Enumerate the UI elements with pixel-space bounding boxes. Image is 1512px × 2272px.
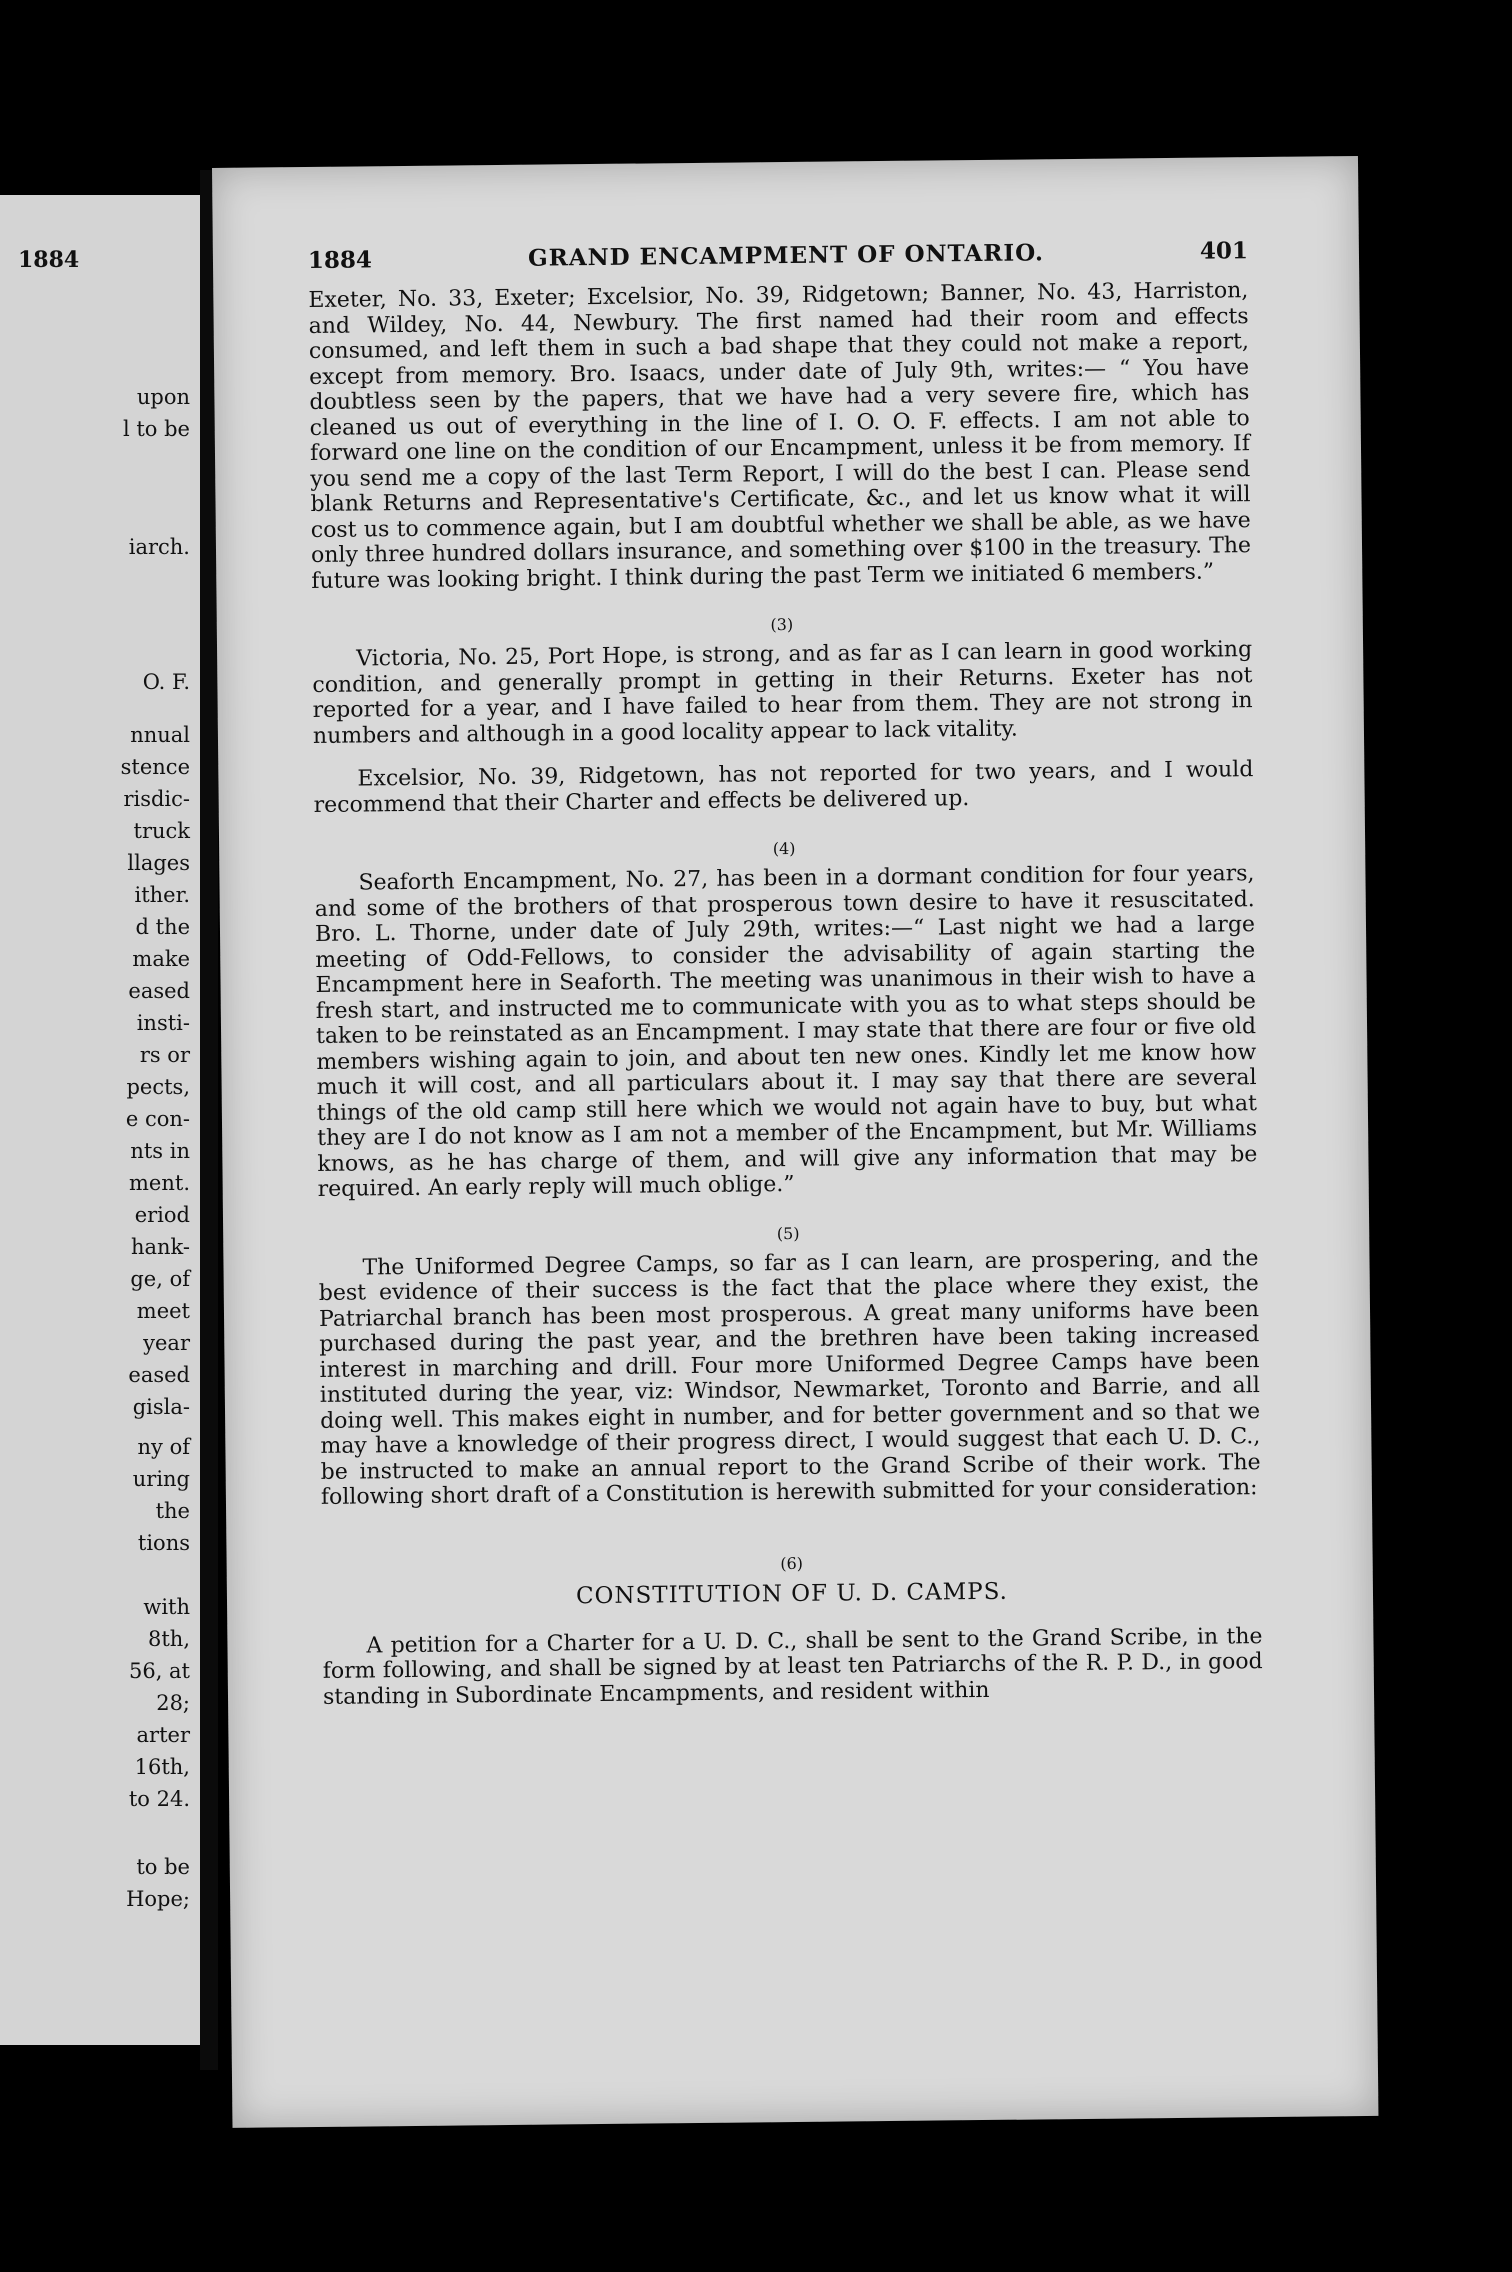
left-page-fragment: the <box>155 1499 190 1523</box>
left-page-fragment: ny of <box>137 1435 190 1459</box>
left-page-fragment: 56, at <box>128 1659 190 1683</box>
left-page-fragment: with <box>143 1595 190 1619</box>
left-page-fragment: l to be <box>122 417 190 441</box>
left-page-fragment: 8th, <box>148 1627 190 1651</box>
left-page-fragment: eased <box>128 979 190 1003</box>
left-page-fragment: truck <box>133 819 190 843</box>
left-page-fragment: ither. <box>134 883 190 907</box>
left-page-fragment: stence <box>120 755 190 779</box>
paragraph-exeter-fire: Exeter, No. 33, Exeter; Excelsior, No. 39, Ridgetown; Banner, No. 43, Harriston, and Wildey, No. 44, Newbury. The first named had their room and effects consumed, and left them in such a bad shape that they could not make a report, except from memory. Bro. Isaacs, under date of July 9th, writes:— “ You have doubtless seen by the papers, that we have had a very severe fire, which has cleaned us out of everything in the line of I. O. O. F. effects. I am not able to forward one line on the condition of our Encampment, unless it be from memory. If you send me a copy of the last Term Report, I will do the best I can. Please send blank Returns and Representative's Certificate, &c., and let us know what it will cost us to commence again, but I am doubtful whether we shall be able, as we have only three hundred dollars insurance, and something over $100 in the treasury. The future was looking bright. I think during the past Term we initiated 6 members.” <box>308 278 1252 594</box>
left-page-fragment: rs or <box>139 1043 190 1067</box>
left-page-fragment: ge, of <box>130 1267 190 1291</box>
header-title: GRAND ENCAMPMENT OF ONTARIO. <box>527 239 1045 272</box>
left-page-fragment: meet <box>136 1299 190 1323</box>
paragraph-uniformed-degree-camps: The Uniformed Degree Camps, so far as I can learn, are prospering, and the best evidence of their success is the fact that the place where they exist, the Patriarchal branch has been most prosperous. A great many uniforms have been purchased during the past year, and the brethren have been taking increased interest in marching and drill. Four more Uniformed Degree Camps have been instituted during the year, viz: Windsor, Newmarket, Toronto and Barrie, and all doing well. This makes eight in number, and for better government and so that we may have a knowledge of their progress direct, I would suggest that each U. D. C., be instructed to make an annual report to the Grand Scribe of their work. The following short draft of a Constitution is herewith submitted for your consideration: <box>318 1245 1261 1510</box>
paragraph-seaforth: Seaforth Encampment, No. 27, has been in a dormant condition for four years, and some of the brothers of that prosperous town desire to have it resuscitated. Bro. L. Thorne, under date of July 29th, writes:—“ Last night we had a large meeting of Odd-Fellows, to consider the advisability of again starting the Encampment here in Seaforth. The meeting was unanimous in their wish to have a fresh start, and instructed me to communicate with you as to what steps should be taken to be reinstated as an Encampment. I may state that there are four or five old members wishing again to join, and about ten new ones. Kindly let me know how much it will cost, and all particulars about it. I may say that there are several things of the old camp still here which we would not again have to buy, but what they are I do not know as I am not a member of the Encampment, but Mr. Williams knows, as he has charge of them, and will give any information that may be required. An early reply will much oblige.” <box>314 861 1258 1202</box>
page-number: 401 <box>1199 237 1249 265</box>
section-number-6: (6) <box>780 1553 804 1573</box>
left-page-fragment: risdic- <box>123 787 190 811</box>
running-header <box>308 237 1248 274</box>
left-page-fragment: to 24. <box>128 1787 190 1811</box>
left-page-fragment: pects, <box>126 1075 190 1099</box>
left-page-fragment: arter <box>136 1723 190 1747</box>
left-page-year: 1884 <box>18 247 80 273</box>
left-page-fragment: gisla- <box>132 1395 190 1419</box>
section-number-5: (5) <box>776 1223 800 1243</box>
left-page-fragment: hank- <box>130 1235 190 1259</box>
left-page-fragment: upon <box>136 385 190 409</box>
paragraph-petition: A petition for a Charter for a U. D. C., shall be sent to the Grand Scribe, in the form following, and shall be signed by at least ten Patriarchs of the R. P. D., in good standing in Subordinate Encampments, and resident within <box>322 1623 1263 1710</box>
left-page-fragment: year <box>143 1331 190 1355</box>
left-page-edge <box>0 195 200 2045</box>
left-page-fragment: tions <box>137 1531 190 1555</box>
paragraph-excelsior: Excelsior, No. 39, Ridgetown, has not reported for two years, and I would recommend that their Charter and effects be delivered up. <box>313 757 1254 818</box>
left-page-fragment: insti- <box>136 1011 190 1035</box>
left-page-fragment: make <box>132 947 190 971</box>
book-page <box>212 156 1378 2128</box>
left-page-fragment: nnual <box>130 723 190 747</box>
section-number-4: (4) <box>772 838 796 859</box>
page-content <box>308 237 1263 1710</box>
left-page-fragment: eased <box>128 1363 190 1387</box>
left-page-fragment: llages <box>127 851 190 875</box>
paragraph-victoria: Victoria, No. 25, Port Hope, is strong, and as far as I can learn in good working condition, and generally prompt in getting in their Returns. Exeter has not reported for a year, and I have failed to hear from them. They are not strong in numbers and although in a good locality appear to lack vitality. <box>312 637 1253 749</box>
section-number-3: (3) <box>770 614 794 635</box>
left-page-fragment: eriod <box>134 1203 190 1227</box>
left-page-fragment: to be <box>136 1855 190 1879</box>
header-year: 1884 <box>307 246 373 274</box>
left-page-fragment: d the <box>135 915 190 939</box>
left-page-fragment: uring <box>132 1467 190 1491</box>
left-page-fragment: nts in <box>130 1139 190 1163</box>
left-page-fragment: iarch. <box>128 535 190 559</box>
left-page-fragment: 16th, <box>134 1755 190 1779</box>
left-page-fragment: O. F. <box>142 670 190 694</box>
left-page-fragment: 28; <box>156 1691 190 1715</box>
left-page-fragment: Hope; <box>126 1887 190 1911</box>
left-page-fragment: e con- <box>125 1107 190 1131</box>
left-page-fragment: ment. <box>129 1171 190 1195</box>
constitution-heading: CONSTITUTION OF U. D. CAMPS. <box>575 1578 1009 1609</box>
